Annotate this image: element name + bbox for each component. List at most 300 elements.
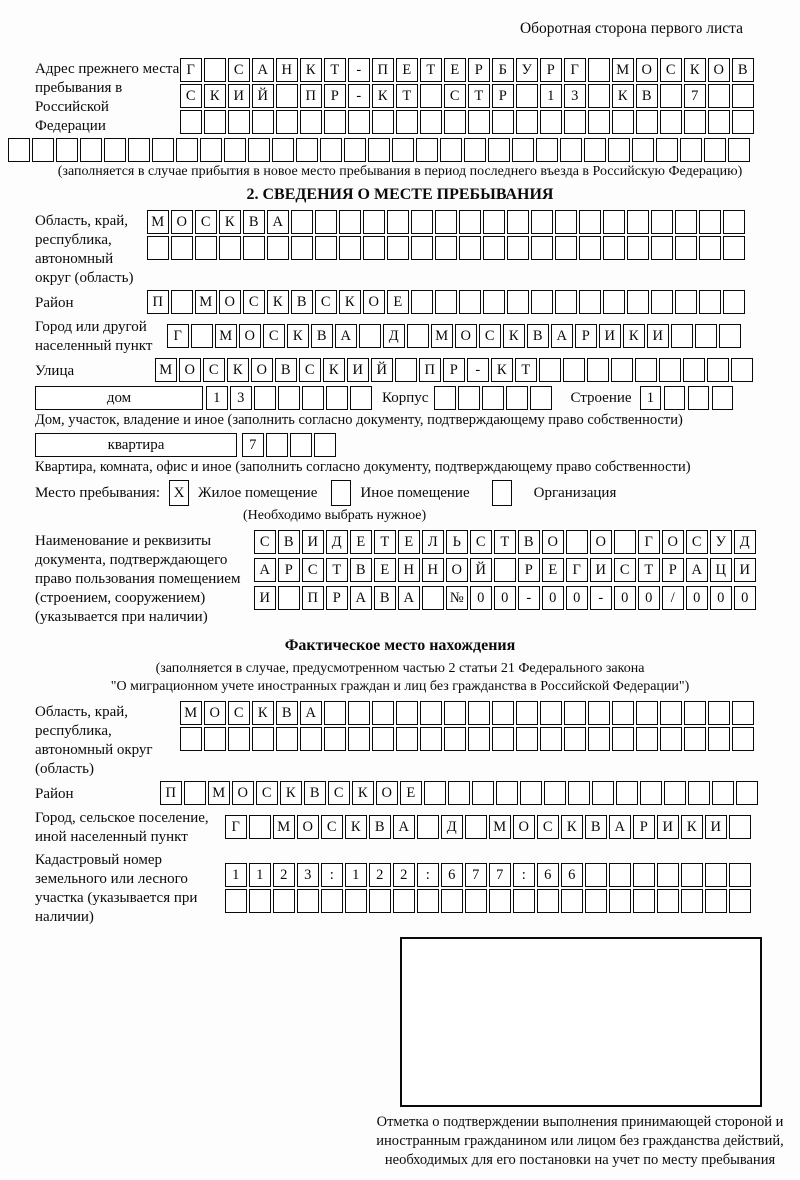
char-box[interactable] <box>348 701 370 725</box>
char-box[interactable]: : <box>321 863 343 887</box>
char-box[interactable] <box>344 138 366 162</box>
char-box[interactable] <box>434 386 456 410</box>
char-box[interactable]: 6 <box>441 863 463 887</box>
char-box[interactable] <box>441 889 463 913</box>
char-box[interactable]: / <box>662 586 684 610</box>
char-box[interactable]: О <box>708 58 730 82</box>
char-box[interactable]: Е <box>374 558 396 582</box>
char-box[interactable] <box>516 727 538 751</box>
char-box[interactable] <box>513 889 535 913</box>
char-box[interactable] <box>458 386 480 410</box>
char-box[interactable] <box>296 138 318 162</box>
char-box[interactable]: А <box>393 815 415 839</box>
char-box[interactable] <box>683 358 705 382</box>
char-box[interactable] <box>516 84 538 108</box>
char-box[interactable] <box>660 701 682 725</box>
char-box[interactable] <box>656 138 678 162</box>
char-box[interactable] <box>315 236 337 260</box>
char-box[interactable]: К <box>280 781 302 805</box>
char-box[interactable]: - <box>348 84 370 108</box>
char-box[interactable] <box>707 358 729 382</box>
char-box[interactable] <box>563 358 585 382</box>
char-box[interactable] <box>555 290 577 314</box>
char-box[interactable]: Р <box>443 358 465 382</box>
char-box[interactable] <box>708 701 730 725</box>
char-box[interactable]: 1 <box>540 84 562 108</box>
char-box[interactable] <box>496 781 518 805</box>
char-box[interactable] <box>660 727 682 751</box>
char-box[interactable] <box>324 727 346 751</box>
char-box[interactable] <box>435 290 457 314</box>
char-box[interactable]: Г <box>566 558 588 582</box>
char-box[interactable]: 1 <box>225 863 247 887</box>
char-box[interactable] <box>483 210 505 234</box>
char-box[interactable]: Е <box>398 530 420 554</box>
char-box[interactable] <box>420 701 442 725</box>
char-box[interactable] <box>712 386 734 410</box>
char-box[interactable] <box>651 236 673 260</box>
char-box[interactable] <box>191 324 213 348</box>
char-box[interactable] <box>228 727 250 751</box>
char-box[interactable]: В <box>276 701 298 725</box>
char-box[interactable] <box>608 138 630 162</box>
char-box[interactable] <box>435 210 457 234</box>
char-box[interactable]: К <box>681 815 703 839</box>
char-box[interactable]: С <box>302 558 324 582</box>
char-box[interactable] <box>728 138 750 162</box>
char-box[interactable] <box>339 210 361 234</box>
char-box[interactable] <box>675 290 697 314</box>
char-box[interactable]: Е <box>400 781 422 805</box>
char-box[interactable]: Е <box>387 290 409 314</box>
char-box[interactable] <box>564 110 586 134</box>
char-box[interactable] <box>684 727 706 751</box>
char-box[interactable] <box>420 727 442 751</box>
char-box[interactable]: О <box>232 781 254 805</box>
char-box[interactable] <box>612 727 634 751</box>
char-box[interactable] <box>609 889 631 913</box>
char-box[interactable]: С <box>254 530 276 554</box>
char-box[interactable]: В <box>585 815 607 839</box>
char-box[interactable] <box>200 138 222 162</box>
char-box[interactable] <box>640 781 662 805</box>
char-box[interactable] <box>588 727 610 751</box>
char-box[interactable]: 3 <box>564 84 586 108</box>
char-box[interactable]: В <box>291 290 313 314</box>
char-box[interactable] <box>544 781 566 805</box>
char-box[interactable]: С <box>203 358 225 382</box>
char-box[interactable]: Е <box>444 58 466 82</box>
char-box[interactable] <box>363 236 385 260</box>
char-box[interactable] <box>507 290 529 314</box>
char-box[interactable] <box>180 727 202 751</box>
inoe-checkbox[interactable] <box>331 480 351 506</box>
char-box[interactable] <box>464 138 486 162</box>
char-box[interactable] <box>424 781 446 805</box>
char-box[interactable] <box>531 210 553 234</box>
char-box[interactable] <box>300 110 322 134</box>
char-box[interactable]: 7 <box>465 863 487 887</box>
char-box[interactable]: - <box>348 58 370 82</box>
char-box[interactable] <box>248 138 270 162</box>
char-box[interactable]: О <box>662 530 684 554</box>
char-box[interactable] <box>104 138 126 162</box>
char-box[interactable]: И <box>657 815 679 839</box>
char-box[interactable]: Д <box>326 530 348 554</box>
char-box[interactable]: П <box>147 290 169 314</box>
char-box[interactable]: 0 <box>470 586 492 610</box>
char-box[interactable] <box>56 138 78 162</box>
char-box[interactable]: А <box>609 815 631 839</box>
char-box[interactable]: Е <box>542 558 564 582</box>
char-box[interactable]: А <box>300 701 322 725</box>
char-box[interactable]: С <box>256 781 278 805</box>
char-box[interactable]: Й <box>470 558 492 582</box>
char-box[interactable] <box>195 236 217 260</box>
char-box[interactable]: О <box>171 210 193 234</box>
char-box[interactable] <box>228 110 250 134</box>
char-box[interactable]: М <box>208 781 230 805</box>
char-box[interactable] <box>540 727 562 751</box>
char-box[interactable] <box>396 110 418 134</box>
char-box[interactable]: М <box>195 290 217 314</box>
char-box[interactable]: М <box>147 210 169 234</box>
char-box[interactable]: 0 <box>686 586 708 610</box>
char-box[interactable]: С <box>243 290 265 314</box>
char-box[interactable]: С <box>180 84 202 108</box>
char-box[interactable] <box>729 889 751 913</box>
char-box[interactable] <box>417 889 439 913</box>
char-box[interactable]: О <box>219 290 241 314</box>
char-box[interactable] <box>224 138 246 162</box>
organizatsiya-checkbox[interactable] <box>492 480 512 506</box>
char-box[interactable] <box>444 701 466 725</box>
char-box[interactable] <box>729 815 751 839</box>
char-box[interactable] <box>729 863 751 887</box>
char-box[interactable] <box>651 290 673 314</box>
char-box[interactable] <box>492 727 514 751</box>
char-box[interactable]: О <box>297 815 319 839</box>
char-box[interactable] <box>494 558 516 582</box>
char-box[interactable] <box>633 889 655 913</box>
char-box[interactable]: Л <box>422 530 444 554</box>
char-box[interactable] <box>736 781 758 805</box>
char-box[interactable] <box>492 110 514 134</box>
char-box[interactable]: Р <box>324 84 346 108</box>
char-box[interactable] <box>579 236 601 260</box>
char-box[interactable]: Ь <box>446 530 468 554</box>
char-box[interactable] <box>152 138 174 162</box>
char-box[interactable] <box>272 138 294 162</box>
char-box[interactable] <box>587 358 609 382</box>
char-box[interactable] <box>705 889 727 913</box>
char-box[interactable]: Р <box>575 324 597 348</box>
char-box[interactable] <box>171 290 193 314</box>
char-box[interactable]: 0 <box>710 586 732 610</box>
char-box[interactable] <box>278 586 300 610</box>
char-box[interactable]: Р <box>518 558 540 582</box>
char-box[interactable] <box>664 781 686 805</box>
char-box[interactable] <box>345 889 367 913</box>
char-box[interactable] <box>616 781 638 805</box>
char-box[interactable] <box>635 358 657 382</box>
char-box[interactable] <box>348 727 370 751</box>
char-box[interactable]: О <box>251 358 273 382</box>
char-box[interactable]: Т <box>326 558 348 582</box>
char-box[interactable] <box>688 386 710 410</box>
char-box[interactable]: С <box>328 781 350 805</box>
kvartira-type-box[interactable]: квартира <box>35 433 237 457</box>
char-box[interactable]: Р <box>468 58 490 82</box>
char-box[interactable]: Г <box>167 324 189 348</box>
char-box[interactable] <box>540 110 562 134</box>
char-box[interactable]: Т <box>324 58 346 82</box>
char-box[interactable]: К <box>372 84 394 108</box>
char-box[interactable] <box>564 727 586 751</box>
char-box[interactable]: О <box>239 324 261 348</box>
char-box[interactable]: В <box>369 815 391 839</box>
char-box[interactable] <box>297 889 319 913</box>
char-box[interactable]: М <box>431 324 453 348</box>
char-box[interactable] <box>531 290 553 314</box>
char-box[interactable]: С <box>195 210 217 234</box>
char-box[interactable] <box>350 386 372 410</box>
char-box[interactable] <box>588 58 610 82</box>
char-box[interactable]: Н <box>398 558 420 582</box>
char-box[interactable] <box>204 727 226 751</box>
char-box[interactable] <box>612 110 634 134</box>
char-box[interactable] <box>585 863 607 887</box>
char-box[interactable]: О <box>179 358 201 382</box>
char-box[interactable]: Г <box>180 58 202 82</box>
char-box[interactable]: М <box>273 815 295 839</box>
char-box[interactable]: 1 <box>640 386 662 410</box>
char-box[interactable] <box>681 863 703 887</box>
char-box[interactable]: 0 <box>494 586 516 610</box>
char-box[interactable] <box>560 138 582 162</box>
char-box[interactable]: 0 <box>614 586 636 610</box>
char-box[interactable]: А <box>398 586 420 610</box>
char-box[interactable]: В <box>278 530 300 554</box>
char-box[interactable] <box>636 701 658 725</box>
char-box[interactable] <box>372 727 394 751</box>
char-box[interactable]: И <box>228 84 250 108</box>
char-box[interactable] <box>392 138 414 162</box>
char-box[interactable]: К <box>219 210 241 234</box>
char-box[interactable]: К <box>267 290 289 314</box>
char-box[interactable]: О <box>363 290 385 314</box>
char-box[interactable] <box>420 110 442 134</box>
char-box[interactable] <box>411 290 433 314</box>
char-box[interactable]: У <box>516 58 538 82</box>
char-box[interactable]: К <box>345 815 367 839</box>
char-box[interactable] <box>579 290 601 314</box>
char-box[interactable]: К <box>491 358 513 382</box>
char-box[interactable] <box>387 236 409 260</box>
char-box[interactable] <box>396 727 418 751</box>
char-box[interactable] <box>372 110 394 134</box>
char-box[interactable]: М <box>489 815 511 839</box>
char-box[interactable] <box>732 84 754 108</box>
char-box[interactable] <box>411 236 433 260</box>
char-box[interactable]: С <box>470 530 492 554</box>
char-box[interactable] <box>219 236 241 260</box>
char-box[interactable] <box>276 84 298 108</box>
char-box[interactable]: К <box>287 324 309 348</box>
char-box[interactable] <box>252 110 274 134</box>
char-box[interactable] <box>291 210 313 234</box>
char-box[interactable]: : <box>417 863 439 887</box>
char-box[interactable] <box>176 138 198 162</box>
char-box[interactable] <box>675 210 697 234</box>
char-box[interactable]: К <box>323 358 345 382</box>
char-box[interactable] <box>321 889 343 913</box>
char-box[interactable] <box>372 701 394 725</box>
char-box[interactable] <box>266 433 288 457</box>
char-box[interactable]: Ц <box>710 558 732 582</box>
char-box[interactable] <box>267 236 289 260</box>
char-box[interactable]: В <box>304 781 326 805</box>
char-box[interactable] <box>688 781 710 805</box>
char-box[interactable] <box>290 433 312 457</box>
char-box[interactable] <box>516 110 538 134</box>
char-box[interactable] <box>632 138 654 162</box>
char-box[interactable]: К <box>252 701 274 725</box>
char-box[interactable] <box>435 236 457 260</box>
char-box[interactable] <box>393 889 415 913</box>
char-box[interactable]: Г <box>225 815 247 839</box>
char-box[interactable]: И <box>599 324 621 348</box>
char-box[interactable] <box>468 110 490 134</box>
char-box[interactable]: И <box>734 558 756 582</box>
char-box[interactable]: А <box>252 58 274 82</box>
char-box[interactable] <box>555 236 577 260</box>
char-box[interactable] <box>708 727 730 751</box>
char-box[interactable] <box>675 236 697 260</box>
char-box[interactable] <box>395 358 417 382</box>
char-box[interactable]: Т <box>468 84 490 108</box>
char-box[interactable]: О <box>636 58 658 82</box>
char-box[interactable]: 1 <box>345 863 367 887</box>
char-box[interactable]: К <box>204 84 226 108</box>
char-box[interactable]: 7 <box>489 863 511 887</box>
char-box[interactable] <box>249 889 271 913</box>
char-box[interactable]: А <box>551 324 573 348</box>
char-box[interactable] <box>300 727 322 751</box>
char-box[interactable]: Т <box>494 530 516 554</box>
char-box[interactable]: Б <box>492 58 514 82</box>
char-box[interactable] <box>416 138 438 162</box>
char-box[interactable] <box>468 727 490 751</box>
char-box[interactable] <box>579 210 601 234</box>
char-box[interactable]: 2 <box>369 863 391 887</box>
char-box[interactable]: П <box>302 586 324 610</box>
char-box[interactable]: А <box>254 558 276 582</box>
char-box[interactable]: 7 <box>242 433 264 457</box>
char-box[interactable]: К <box>503 324 525 348</box>
char-box[interactable] <box>516 701 538 725</box>
char-box[interactable]: В <box>275 358 297 382</box>
char-box[interactable] <box>204 110 226 134</box>
char-box[interactable] <box>660 84 682 108</box>
char-box[interactable] <box>530 386 552 410</box>
char-box[interactable] <box>660 110 682 134</box>
char-box[interactable] <box>440 138 462 162</box>
char-box[interactable] <box>314 433 336 457</box>
char-box[interactable]: 3 <box>230 386 252 410</box>
char-box[interactable] <box>459 236 481 260</box>
char-box[interactable] <box>359 324 381 348</box>
char-box[interactable]: С <box>479 324 501 348</box>
char-box[interactable] <box>671 324 693 348</box>
char-box[interactable] <box>612 701 634 725</box>
char-box[interactable] <box>603 290 625 314</box>
char-box[interactable] <box>320 138 342 162</box>
char-box[interactable] <box>249 815 271 839</box>
char-box[interactable]: К <box>339 290 361 314</box>
char-box[interactable] <box>520 781 542 805</box>
char-box[interactable] <box>315 210 337 234</box>
char-box[interactable] <box>472 781 494 805</box>
char-box[interactable] <box>588 84 610 108</box>
char-box[interactable] <box>243 236 265 260</box>
char-box[interactable] <box>80 138 102 162</box>
char-box[interactable] <box>603 210 625 234</box>
char-box[interactable]: Р <box>326 586 348 610</box>
char-box[interactable] <box>627 210 649 234</box>
char-box[interactable]: Д <box>734 530 756 554</box>
char-box[interactable]: О <box>542 530 564 554</box>
char-box[interactable] <box>732 110 754 134</box>
char-box[interactable]: 2 <box>273 863 295 887</box>
char-box[interactable] <box>278 386 300 410</box>
char-box[interactable]: 2 <box>393 863 415 887</box>
char-box[interactable] <box>276 110 298 134</box>
char-box[interactable] <box>348 110 370 134</box>
char-box[interactable]: И <box>647 324 669 348</box>
char-box[interactable] <box>705 863 727 887</box>
char-box[interactable] <box>417 815 439 839</box>
char-box[interactable]: В <box>732 58 754 82</box>
char-box[interactable] <box>171 236 193 260</box>
char-box[interactable] <box>708 84 730 108</box>
char-box[interactable]: К <box>300 58 322 82</box>
char-box[interactable]: О <box>204 701 226 725</box>
char-box[interactable]: К <box>352 781 374 805</box>
char-box[interactable] <box>204 58 226 82</box>
char-box[interactable]: А <box>686 558 708 582</box>
char-box[interactable] <box>695 324 717 348</box>
char-box[interactable]: В <box>243 210 265 234</box>
char-box[interactable]: Р <box>662 558 684 582</box>
char-box[interactable] <box>276 727 298 751</box>
char-box[interactable] <box>411 210 433 234</box>
char-box[interactable] <box>699 236 721 260</box>
char-box[interactable] <box>444 727 466 751</box>
char-box[interactable]: П <box>419 358 441 382</box>
char-box[interactable]: 0 <box>566 586 588 610</box>
char-box[interactable] <box>657 863 679 887</box>
char-box[interactable] <box>489 889 511 913</box>
char-box[interactable] <box>252 727 274 751</box>
char-box[interactable]: О <box>513 815 535 839</box>
char-box[interactable]: Г <box>564 58 586 82</box>
char-box[interactable] <box>147 236 169 260</box>
char-box[interactable]: О <box>455 324 477 348</box>
char-box[interactable] <box>537 889 559 913</box>
char-box[interactable] <box>184 781 206 805</box>
char-box[interactable]: : <box>513 863 535 887</box>
